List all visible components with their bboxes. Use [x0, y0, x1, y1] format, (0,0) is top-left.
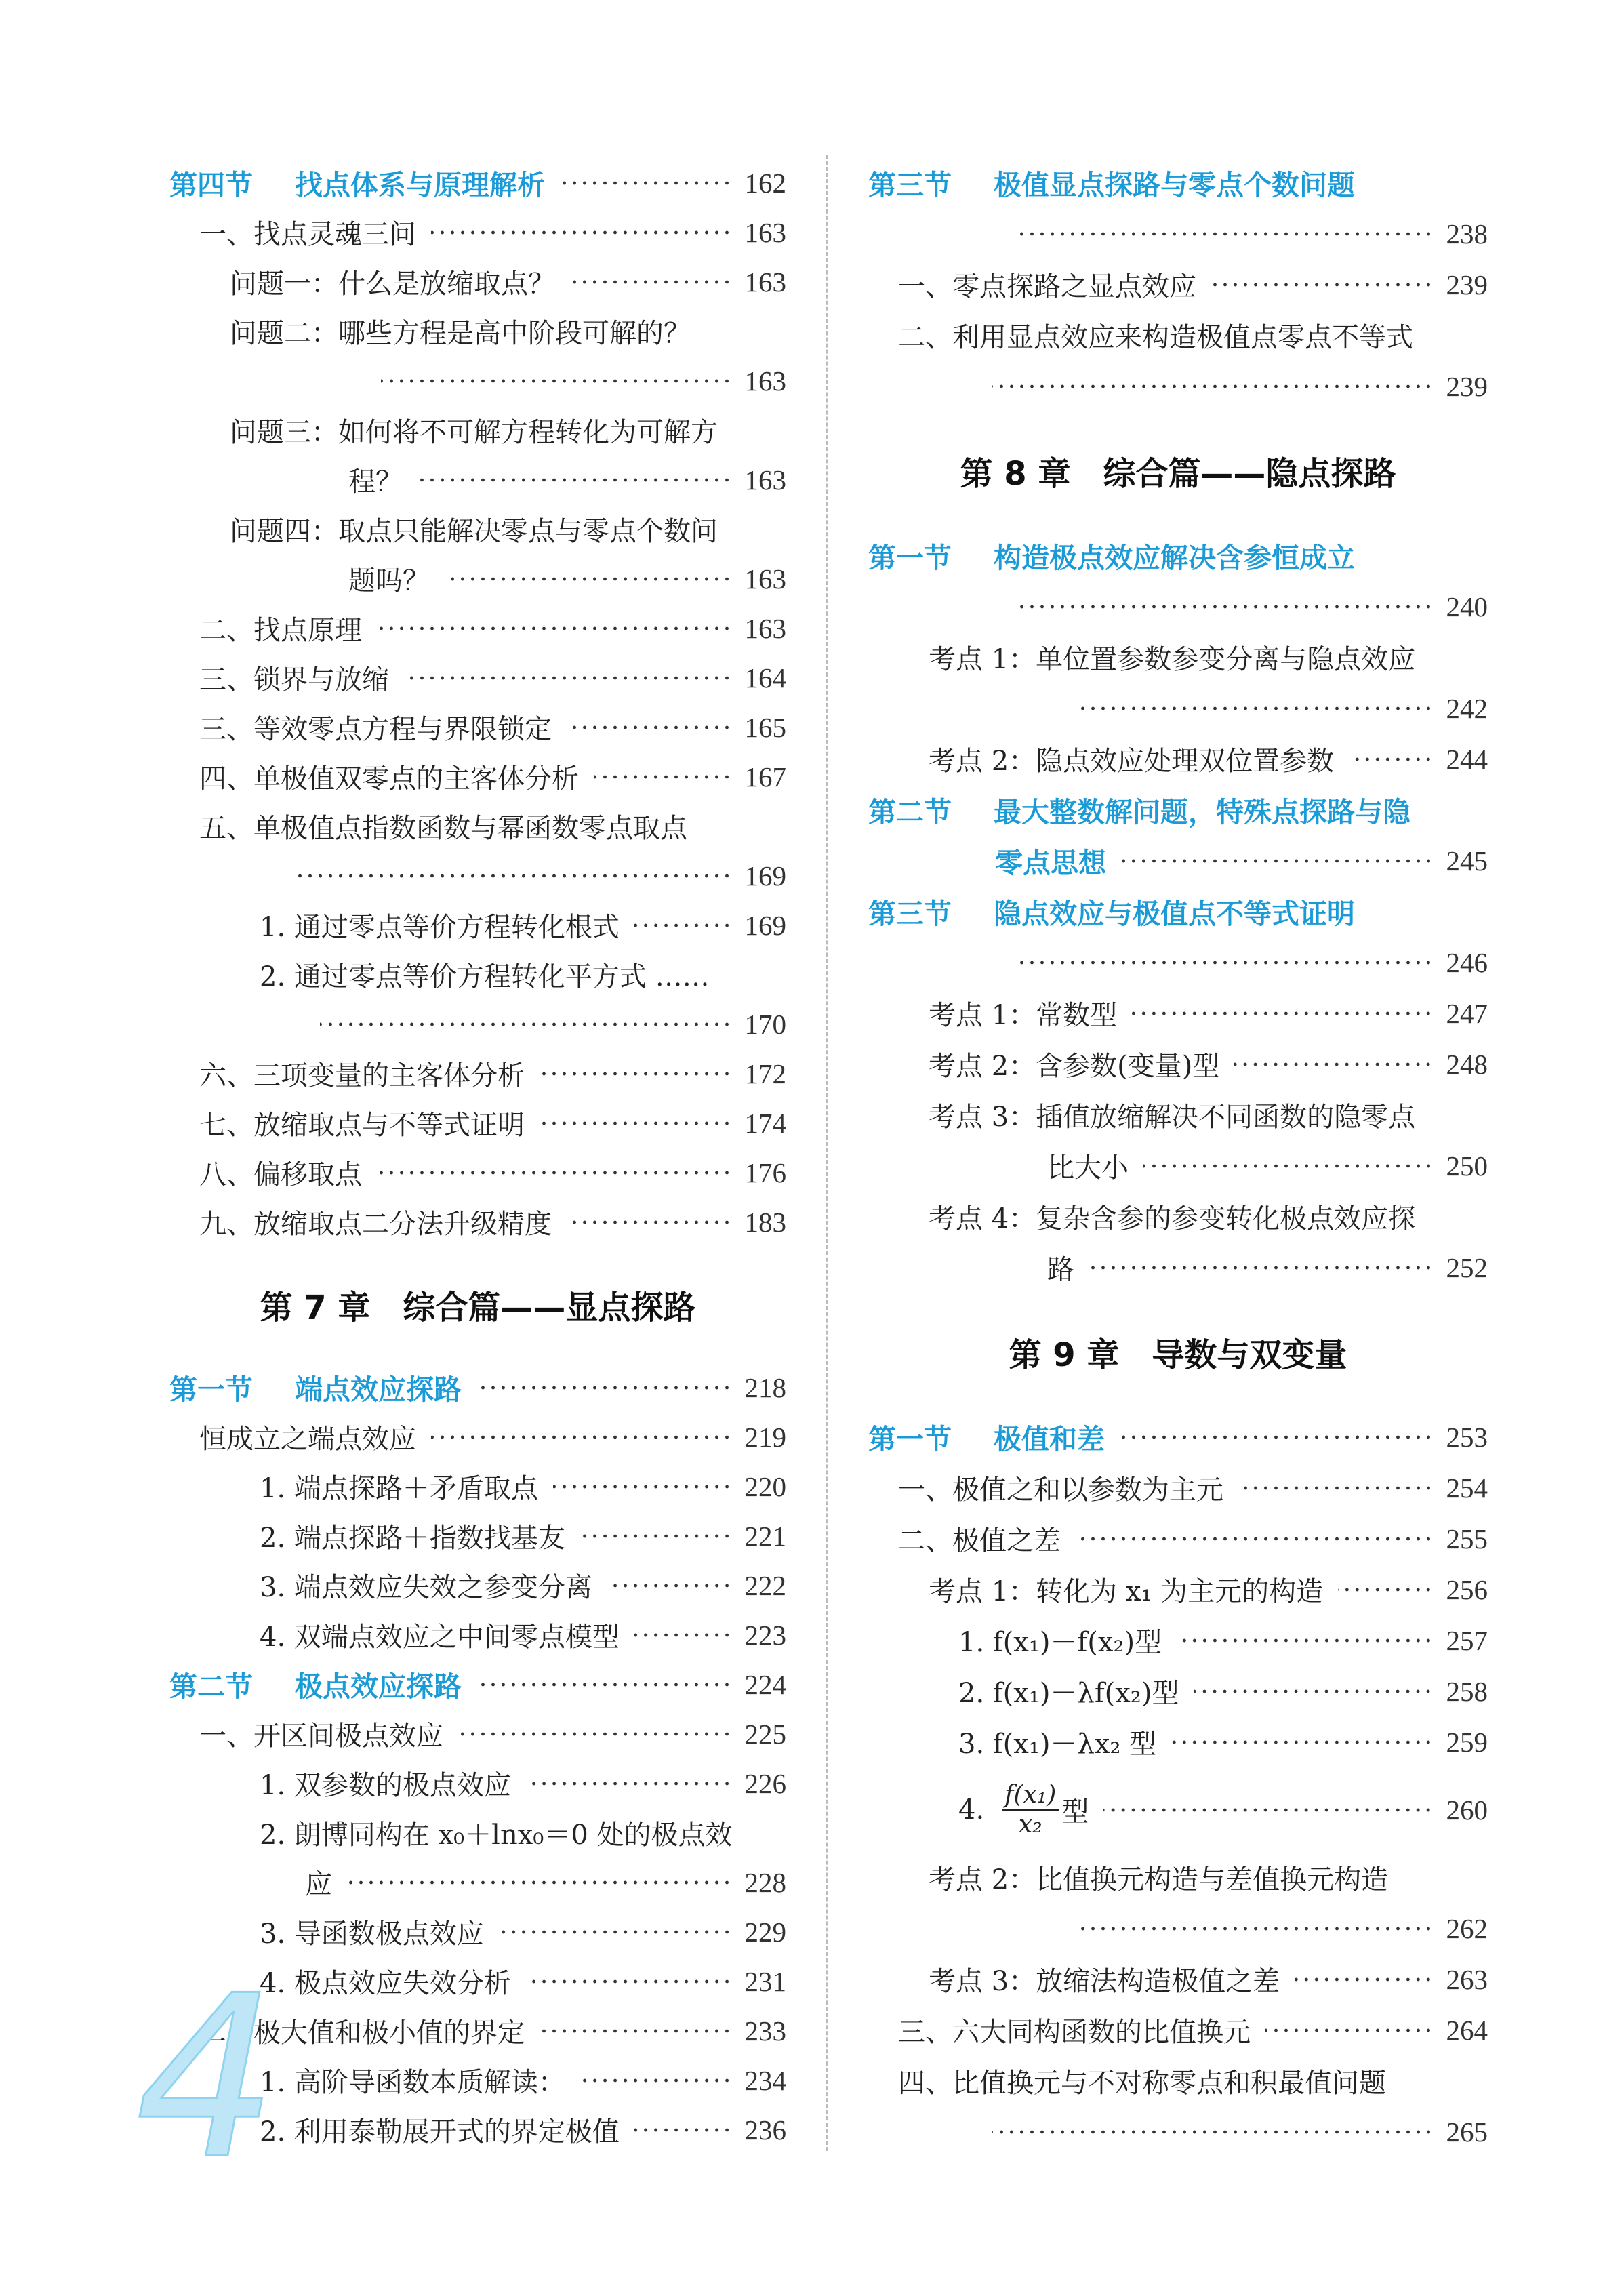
toc-entry[interactable]	[868, 1564, 1488, 1615]
dot-leader	[1295, 1977, 1434, 1982]
page-number: 247	[1446, 997, 1488, 1029]
entry-text: 1. 端点探路＋矛盾取点	[260, 1473, 538, 1504]
page-number: 221	[744, 1520, 786, 1552]
entry-text: 2. f(x₁)－λf(x₂)型	[958, 1678, 1179, 1709]
page-number: 253	[1446, 1421, 1488, 1453]
dot-leader	[1103, 1807, 1434, 1813]
dot-leader	[992, 384, 1434, 389]
dot-leader	[634, 923, 732, 928]
entry-text: 二、利用显点效应来构造极值点零点不等式	[898, 322, 1413, 353]
dot-leader	[580, 1533, 732, 1539]
entry-text: 2. 利用泰勒展开式的界定极值	[260, 2116, 620, 2148]
section-entry[interactable]	[868, 530, 1488, 581]
page-number: 257	[1446, 1624, 1488, 1656]
section-entry[interactable]	[868, 886, 1488, 937]
toc-entry[interactable]	[868, 1242, 1488, 1293]
dot-leader	[594, 774, 732, 780]
page-number: 245	[1446, 845, 1488, 877]
entry-text: 1. 通过零点等价方程转化根式	[260, 912, 620, 943]
entry-text: 考点 3：插值放缩解决不同函数的隐零点	[929, 1102, 1416, 1133]
section-title: 极点效应探路	[295, 1670, 462, 1703]
page-number: 263	[1446, 1963, 1488, 1995]
section-entry[interactable]	[169, 1363, 786, 1412]
section-number: 第四节	[169, 169, 253, 201]
toc-entry[interactable]	[868, 1852, 1488, 1903]
chapter-heading	[868, 411, 1488, 530]
toc-entry[interactable]	[169, 801, 786, 851]
page-number: 219	[744, 1421, 786, 1453]
page-number: 163	[744, 365, 786, 397]
toc-entry[interactable]	[868, 733, 1488, 784]
page-number: 231	[744, 1965, 786, 1997]
entry-text: 考点 2：比值换元构造与差值换元构造	[929, 1864, 1389, 1895]
dot-leader	[1019, 231, 1434, 237]
entry-text: 1. f(x₁)－f(x₂)型	[958, 1627, 1162, 1658]
dot-leader	[476, 1385, 732, 1390]
entry-text: 路	[1047, 1254, 1074, 1285]
dot-leader	[560, 180, 732, 186]
entry-text: 3. f(x₁)－λx₂ 型	[958, 1729, 1157, 1760]
toc-entry[interactable]	[868, 1089, 1488, 1140]
page-number: 163	[744, 266, 786, 298]
entry-text: 二、找点原理	[199, 615, 362, 646]
entry-text: 四、比值换元与不对称零点和积最值问题	[898, 2068, 1386, 2099]
page-number: 183	[744, 1206, 786, 1238]
section-title: 极值和差	[994, 1423, 1105, 1455]
dot-leader	[1143, 1163, 1434, 1169]
section-number: 第一节	[868, 1423, 952, 1455]
entry-text: 考点 2：含参数(变量)型	[929, 1051, 1220, 1082]
section-number: 第三节	[868, 169, 952, 201]
entry-text: 考点 3：放缩法构造极值之差	[929, 1966, 1280, 1997]
page-number: 233	[744, 2015, 786, 2047]
entry-text: 七、放缩取点与不等式证明	[199, 1110, 525, 1141]
toc-entry[interactable]	[868, 937, 1488, 988]
toc-entry[interactable]	[169, 950, 786, 999]
page-number: 172	[744, 1058, 786, 1089]
section-title: 最大整数解问题，特殊点探路与隐	[994, 796, 1410, 828]
entry-text: 考点 4：复杂含参的参变转化极点效应探	[929, 1203, 1416, 1234]
entry-text: 五、单极值点指数函数与幂函数零点取点	[199, 813, 687, 844]
entry-suffix: 型	[1061, 1796, 1089, 1828]
toc-entry[interactable]	[868, 1903, 1488, 1954]
dot-leader	[1338, 1587, 1434, 1592]
dot-leader	[377, 626, 732, 631]
page-number: 228	[744, 1866, 786, 1898]
column-divider	[826, 155, 828, 2151]
dot-leader	[499, 1929, 732, 1935]
toc-entry[interactable]	[169, 1808, 786, 1857]
section-number: 第一节	[868, 542, 952, 574]
section-entry[interactable]	[868, 157, 1488, 208]
page-number: 220	[744, 1470, 786, 1502]
page-number: 218	[744, 1371, 786, 1403]
dot-leader	[1019, 604, 1434, 609]
dot-leader	[607, 1583, 732, 1588]
dot-leader	[1080, 1926, 1434, 1931]
entry-text: 六、三项变量的主客体分析	[199, 1060, 525, 1091]
toc-entry[interactable]	[868, 1954, 1488, 2005]
toc-entry[interactable]	[169, 306, 786, 356]
entry-text: 考点 2：隐点效应处理双位置参数	[929, 746, 1335, 777]
page-number: 244	[1446, 743, 1488, 775]
page-number: 248	[1446, 1048, 1488, 1080]
page-number: 255	[1446, 1523, 1488, 1554]
toc-entry[interactable]	[169, 1561, 786, 1610]
toc-entry[interactable]	[169, 603, 786, 653]
entry-text: 考点 1：常数型	[929, 1000, 1118, 1031]
entry-text: 4. 双端点效应之中间零点模型	[260, 1622, 620, 1653]
page-number: 260	[1446, 1794, 1488, 1826]
page-number: 163	[744, 464, 786, 496]
dot-leader	[540, 2028, 732, 2034]
entry-text: 比大小	[1047, 1152, 1129, 1184]
toc-entry[interactable]	[169, 1709, 786, 1758]
page-number: 169	[744, 909, 786, 941]
entry-text: 1. 双参数的极点效应	[260, 1770, 511, 1801]
toc-entry[interactable]	[868, 208, 1488, 259]
page-number: 174	[744, 1107, 786, 1139]
toc-entry[interactable]	[169, 405, 786, 455]
chapter-title: 第 8 章 综合篇——隐点探路	[960, 455, 1396, 493]
dot-leader	[1238, 1485, 1434, 1491]
toc-entry[interactable]	[169, 1462, 786, 1511]
dot-leader	[1076, 1536, 1434, 1542]
dot-leader	[347, 1880, 732, 1885]
section-title: 极值显点探路与零点个数问题	[994, 169, 1355, 201]
dot-leader	[431, 1434, 732, 1440]
entry-text: 2. 朗博同构在 x₀＋lnx₀＝0 处的极点效	[260, 1819, 733, 1851]
page-number: 254	[1446, 1472, 1488, 1504]
entry-text: 程？	[348, 466, 403, 498]
toc-entry[interactable]	[169, 1098, 786, 1148]
chapter-title: 第 7 章 综合篇——显点探路	[260, 1289, 696, 1327]
entry-text: 考点 1：转化为 x₁ 为主元的构造	[929, 1576, 1324, 1607]
toc-entry[interactable]	[169, 752, 786, 801]
dot-leader	[1089, 1265, 1434, 1270]
toc-entry[interactable]	[868, 259, 1488, 310]
toc-entry[interactable]	[868, 632, 1488, 683]
entry-text: 九、放缩取点二分法升级精度	[199, 1209, 552, 1240]
dot-leader	[1177, 1638, 1434, 1643]
toc-entry[interactable]	[169, 653, 786, 702]
toc-entry[interactable]	[868, 1462, 1488, 1513]
entry-text: 1. 高阶导函数本质解读：	[260, 2067, 565, 2098]
toc-entry[interactable]	[169, 1511, 786, 1561]
toc-entry[interactable]	[169, 1148, 786, 1197]
section-entry[interactable]	[169, 1660, 786, 1709]
fraction-numerator: f(x₁)	[1002, 1781, 1059, 1810]
dot-leader	[567, 1220, 732, 1225]
toc-entry[interactable]	[868, 1513, 1488, 1564]
toc-entry[interactable]	[868, 2106, 1488, 2157]
page-number: 163	[744, 216, 786, 248]
section-title: 隐点效应与极值点不等式证明	[994, 898, 1355, 930]
entry-text: 问题四：取点只能解决零点与零点个数问	[230, 516, 718, 547]
toc-entry[interactable]	[169, 851, 786, 900]
entry-text: 3. 导函数极点效应	[260, 1918, 484, 1950]
page-number: 222	[744, 1569, 786, 1601]
page-number-decoration: 4	[136, 1948, 278, 2208]
page-number: 163	[744, 612, 786, 644]
dot-leader	[526, 1781, 732, 1786]
toc-entry[interactable]	[169, 1610, 786, 1660]
entry-text: 三、等效零点方程与界限锁定	[199, 714, 552, 745]
toc-entry[interactable]	[868, 683, 1488, 733]
entry-text: 一、零点探路之显点效应	[898, 271, 1196, 302]
entry-text: 一、找点灵魂三问	[199, 219, 416, 250]
dot-leader	[570, 279, 732, 285]
toc-left-column	[169, 158, 786, 2154]
dot-leader	[1019, 960, 1434, 965]
page-number: 162	[744, 167, 786, 199]
dot-leader	[377, 1170, 732, 1175]
page-number: 238	[1446, 218, 1488, 249]
page-number: 242	[1446, 692, 1488, 724]
page-number: 169	[744, 860, 786, 891]
dot-leader	[458, 1731, 732, 1737]
toc-entry[interactable]	[169, 1049, 786, 1098]
toc-right-column	[868, 157, 1488, 2157]
entry-text: 问题一：什么是放缩取点？	[230, 268, 555, 300]
entry-text: 二、极值之差	[898, 1525, 1061, 1556]
page-number: 229	[744, 1916, 786, 1948]
section-entry[interactable]	[868, 1411, 1488, 1462]
dot-leader	[526, 1979, 732, 1984]
chapter-heading	[169, 1247, 786, 1363]
page-number: 256	[1446, 1573, 1488, 1605]
page-number: 239	[1446, 268, 1488, 300]
toc-entry[interactable]	[169, 999, 786, 1049]
entry-text: 2. 端点探路＋指数找基友	[260, 1523, 565, 1554]
toc-entry[interactable]	[868, 1615, 1488, 1666]
page-number: 164	[744, 662, 786, 693]
toc-entry[interactable]	[169, 554, 786, 603]
toc-entry[interactable]	[169, 1758, 786, 1808]
entry-text: 4. 极点效应失效分析	[260, 1968, 511, 1999]
fraction-denominator: x₂	[1018, 1810, 1042, 1838]
section-number: 第二节	[868, 796, 952, 828]
dot-leader	[445, 576, 732, 582]
dot-leader	[540, 1071, 732, 1077]
dot-leader	[1265, 2028, 1434, 2033]
toc-entry[interactable]	[868, 1140, 1488, 1191]
toc-entry[interactable]	[169, 207, 786, 257]
toc-entry[interactable]	[169, 900, 786, 950]
page-number: 167	[744, 761, 786, 792]
entry-text: 3. 端点效应失效之参变分离	[260, 1572, 592, 1603]
page-number: 259	[1446, 1726, 1488, 1758]
dot-leader	[992, 2129, 1434, 2135]
dot-leader	[431, 230, 732, 235]
dot-leader	[1211, 282, 1434, 287]
page-number: 170	[744, 1008, 786, 1040]
dot-leader	[418, 477, 732, 483]
dot-leader	[404, 675, 732, 681]
page-number: 240	[1446, 590, 1488, 622]
page-number: 223	[744, 1619, 786, 1651]
dot-leader	[1120, 1434, 1434, 1440]
page-number: 226	[744, 1767, 786, 1799]
entry-text: 三、六大同构函数的比值换元	[898, 2017, 1251, 2048]
toc-entry[interactable]	[868, 1716, 1488, 1767]
section-number: 第三节	[868, 898, 952, 930]
dot-leader	[320, 1022, 732, 1027]
toc-entry[interactable]	[169, 504, 786, 554]
toc-entry[interactable]	[169, 257, 786, 306]
entry-text: 题吗？	[348, 565, 430, 597]
page-number: 234	[744, 2064, 786, 2096]
dot-leader	[1349, 757, 1434, 762]
page-number: 265	[1446, 2116, 1488, 2148]
entry-text: 四、单极值双零点的主客体分析	[199, 763, 579, 794]
section-title: 构造极点效应解决含参恒成立	[994, 542, 1355, 574]
page-number: 264	[1446, 2014, 1488, 2046]
toc-entry[interactable]	[868, 1767, 1488, 1852]
entry-text: 问题三：如何将不可解方程转化为可解方	[230, 417, 718, 448]
dot-leader	[567, 725, 732, 730]
toc-entry[interactable]	[169, 702, 786, 752]
entry-text: 一、开区间极点效应	[199, 1721, 443, 1752]
entry-text: 三、锁界与放缩	[199, 664, 389, 696]
dot-leader	[580, 2078, 732, 2083]
toc-entry[interactable]	[169, 1857, 786, 1907]
page-number: 252	[1446, 1251, 1488, 1283]
toc-entry[interactable]	[868, 835, 1488, 886]
entry-text: 二、极大值和极小值的界定	[199, 2017, 525, 2049]
toc-entry[interactable]	[868, 2005, 1488, 2055]
dot-leader	[381, 378, 732, 384]
page-number: 262	[1446, 1912, 1488, 1944]
dot-leader	[553, 1484, 732, 1489]
section-title: 找点体系与原理解析	[295, 169, 545, 201]
section-number: 第一节	[169, 1373, 253, 1406]
entry-text: 一、极值之和以参数为主元	[898, 1474, 1223, 1506]
dot-leader	[1132, 1011, 1434, 1016]
dot-leader	[1080, 706, 1434, 711]
chapter-heading	[868, 1293, 1488, 1411]
entry-text: 问题二：哪些方程是高中阶段可解的？	[230, 318, 691, 349]
page-number: 165	[744, 711, 786, 743]
page-number: 224	[744, 1668, 786, 1700]
dot-leader	[476, 1682, 732, 1687]
dot-leader	[540, 1121, 732, 1126]
item-number: 4.	[958, 1794, 985, 1826]
entry-text: 2. 通过零点等价方程转化平方式 ……	[260, 961, 710, 992]
page-number: 163	[744, 563, 786, 595]
toc-entry[interactable]	[868, 988, 1488, 1039]
dot-leader	[1121, 858, 1434, 864]
toc-entry[interactable]	[868, 581, 1488, 632]
page-number: 225	[744, 1718, 786, 1750]
dot-leader	[1234, 1062, 1434, 1067]
dot-leader	[1171, 1739, 1434, 1745]
entry-text: 零点思想	[995, 847, 1106, 879]
toc-entry[interactable]	[868, 2055, 1488, 2106]
toc-entry[interactable]	[169, 455, 786, 504]
dot-leader	[634, 2127, 732, 2133]
toc-entry[interactable]	[868, 1191, 1488, 1242]
section-entry[interactable]	[868, 784, 1488, 835]
dot-leader	[1194, 1689, 1434, 1694]
section-entry[interactable]	[169, 158, 786, 207]
toc-entry[interactable]	[868, 310, 1488, 361]
toc-entry[interactable]	[169, 1197, 786, 1247]
chapter-title: 第 9 章 导数与双变量	[1009, 1336, 1347, 1374]
entry-text: 应	[305, 1869, 332, 1900]
toc-entry[interactable]	[868, 361, 1488, 411]
section-number: 第二节	[169, 1670, 253, 1703]
entry-text: 八、偏移取点	[199, 1159, 362, 1190]
toc-entry[interactable]	[169, 1412, 786, 1462]
page-number: 250	[1446, 1150, 1488, 1182]
page-number: 239	[1446, 370, 1488, 402]
dot-leader	[634, 1632, 732, 1638]
page-number: 258	[1446, 1675, 1488, 1707]
entry-text: 恒成立之端点效应	[199, 1424, 416, 1455]
toc-entry[interactable]	[169, 356, 786, 405]
page-number: 246	[1446, 946, 1488, 978]
dot-leader	[293, 873, 732, 879]
entry-text: 考点 1：单位置参数参变分离与隐点效应	[929, 644, 1416, 675]
page-number: 176	[744, 1156, 786, 1188]
toc-entry[interactable]	[868, 1666, 1488, 1716]
section-title: 端点效应探路	[295, 1373, 462, 1406]
fraction	[1002, 1781, 1059, 1838]
page-number: 236	[744, 2114, 786, 2146]
toc-entry[interactable]	[868, 1039, 1488, 1089]
